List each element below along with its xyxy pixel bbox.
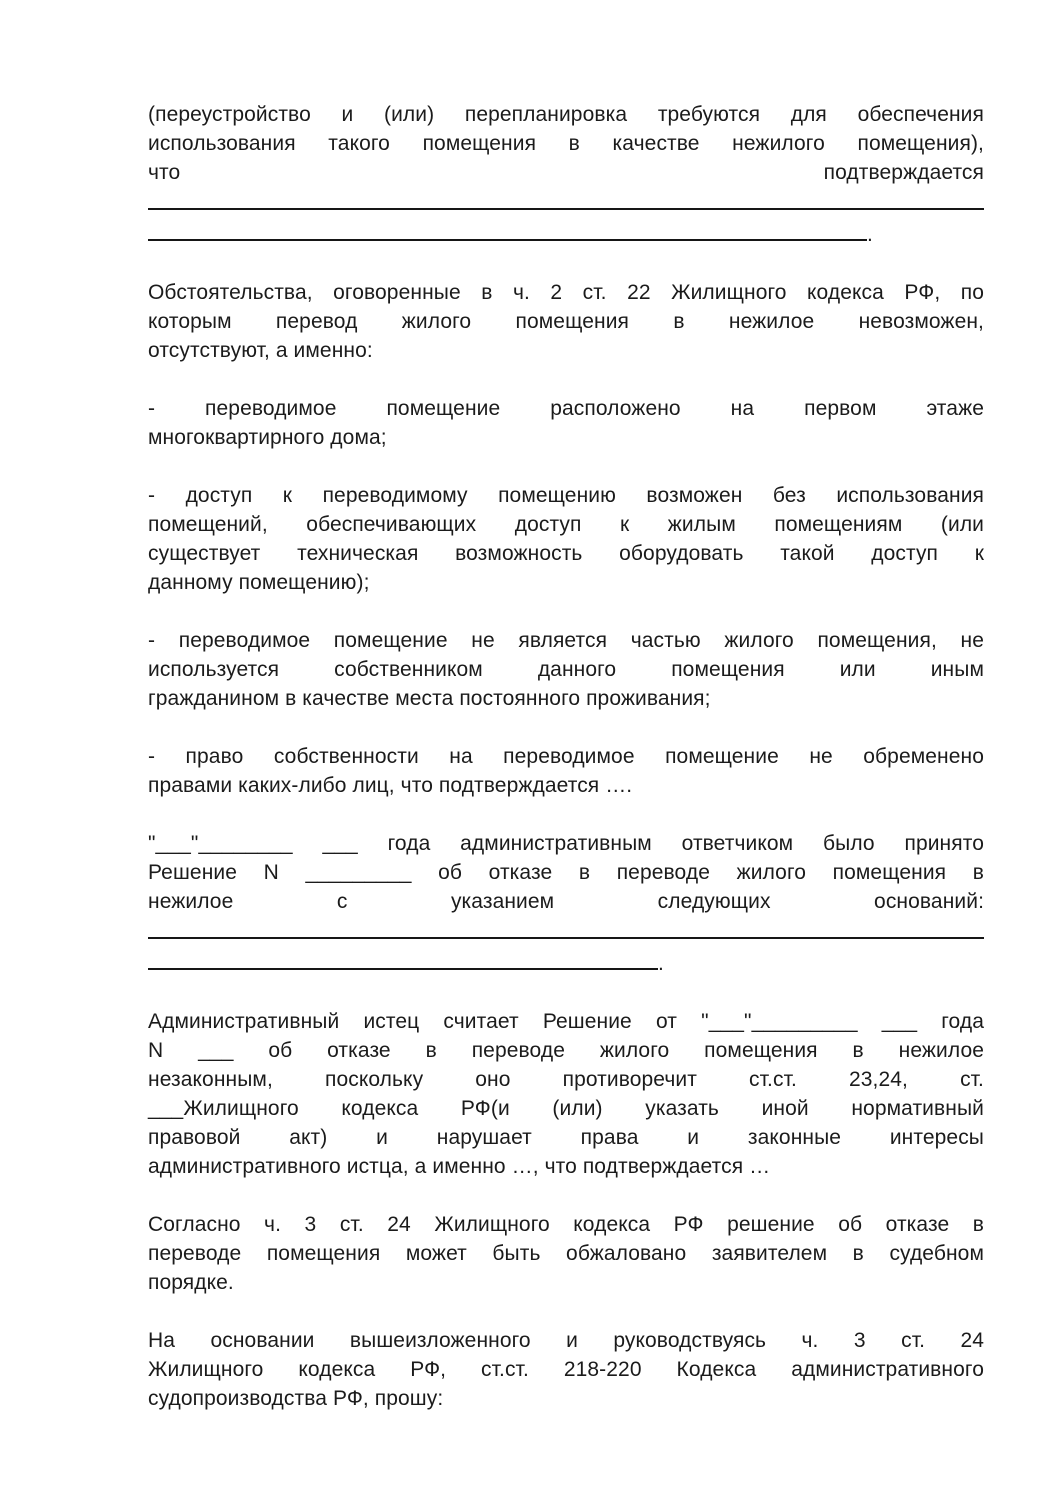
document-body xyxy=(148,100,984,1413)
text-line: судопроизводства РФ, прошу: xyxy=(148,1387,444,1410)
spread-left-text: что xyxy=(148,161,181,184)
text-line: правовой акт) и нарушает права и законные интересы xyxy=(148,1126,984,1149)
paragraph-bullet-no-encumbrance xyxy=(148,742,984,800)
paragraph-bullet-first-floor xyxy=(148,394,984,452)
text-line: ___Жилищного кодекса РФ(и (или) указать иной нормативный xyxy=(148,1097,984,1120)
fill-in-blank-rule xyxy=(148,218,867,241)
blank-field-line xyxy=(148,916,984,947)
paragraph-circumstances xyxy=(148,278,984,365)
text-line: данному помещению); xyxy=(148,571,370,594)
text-line: Решение N _________ об отказе в переводе жилого помещения в xyxy=(148,861,984,884)
fill-in-blank-rule xyxy=(148,187,984,210)
blank-field-line xyxy=(148,947,984,978)
text-line: Согласно ч. 3 ст. 24 Жилищного кодекса РФ решение об отказе в xyxy=(148,1213,984,1236)
text-line: которым перевод жилого помещения в нежилое невозможен, xyxy=(148,310,984,333)
paragraph-claimant-position xyxy=(148,1007,984,1181)
paragraph-request-preamble xyxy=(148,1326,984,1413)
text-line: N ___ об отказе в переводе жилого помещения в нежилое xyxy=(148,1039,984,1062)
blank-line-suffix: . xyxy=(866,223,873,246)
text-line: - право собственности на переводимое помещение не обременено xyxy=(148,745,984,768)
text-line: - доступ к переводимому помещению возможен без использования xyxy=(148,484,984,507)
text-line: существует техническая возможность оборудовать такой доступ к xyxy=(148,542,984,565)
blank-field-line xyxy=(148,187,984,218)
text-line: многоквартирного дома; xyxy=(148,426,387,449)
text-line: Обстоятельства, оговоренные в ч. 2 ст. 22 Жилищного кодекса РФ, по xyxy=(148,281,984,304)
text-line: - переводимое помещение не является частью жилого помещения, не xyxy=(148,629,984,652)
text-line: использования такого помещения в качестве нежилого помещения), xyxy=(148,132,984,155)
paragraph-bullet-not-part-of-dwelling xyxy=(148,626,984,713)
blank-field-line xyxy=(148,218,984,249)
text-line: порядке. xyxy=(148,1271,234,1294)
blank-line-suffix: . xyxy=(657,952,664,975)
fill-in-blank-rule xyxy=(148,947,658,970)
paragraph-appeal-right xyxy=(148,1210,984,1297)
text-line: правами каких-либо лиц, что подтверждается …. xyxy=(148,774,633,797)
fill-in-blank-rule xyxy=(148,916,984,939)
text-line: - переводимое помещение расположено на первом этаже xyxy=(148,397,984,420)
paragraph-bullet-access xyxy=(148,481,984,597)
text-line: Административный истец считает Решение от "___"_________ ___ года xyxy=(148,1010,984,1033)
text-line: отсутствуют, а именно: xyxy=(148,339,373,362)
paragraph-intro-remainder xyxy=(148,100,984,249)
text-line: "___"________ ___ года административным ответчиком было принято xyxy=(148,832,984,855)
paragraph-refusal-decision xyxy=(148,829,984,978)
text-line: На основании вышеизложенного и руководствуясь ч. 3 ст. 24 xyxy=(148,1329,984,1352)
text-line: Жилищного кодекса РФ, ст.ст. 218-220 Кодекса административного xyxy=(148,1358,984,1381)
text-line: (переустройство и (или) перепланировка требуются для обеспечения xyxy=(148,103,984,126)
text-line: используется собственником данного помещения или иным xyxy=(148,658,984,681)
spread-right-text: подтверждается xyxy=(823,161,984,184)
text-line: нежилое с указанием следующих оснований: xyxy=(148,890,984,913)
text-line: гражданином в качестве места постоянного проживания; xyxy=(148,687,711,710)
spread-text-line xyxy=(148,158,984,187)
text-line: административного истца, а именно …, что подтверждается … xyxy=(148,1155,771,1178)
text-line: незаконным, поскольку оно противоречит ст.ст. 23,24, ст. xyxy=(148,1068,984,1091)
text-line: переводе помещения может быть обжаловано заявителем в судебном xyxy=(148,1242,984,1265)
text-line: помещений, обеспечивающих доступ к жилым помещениям (или xyxy=(148,513,984,536)
